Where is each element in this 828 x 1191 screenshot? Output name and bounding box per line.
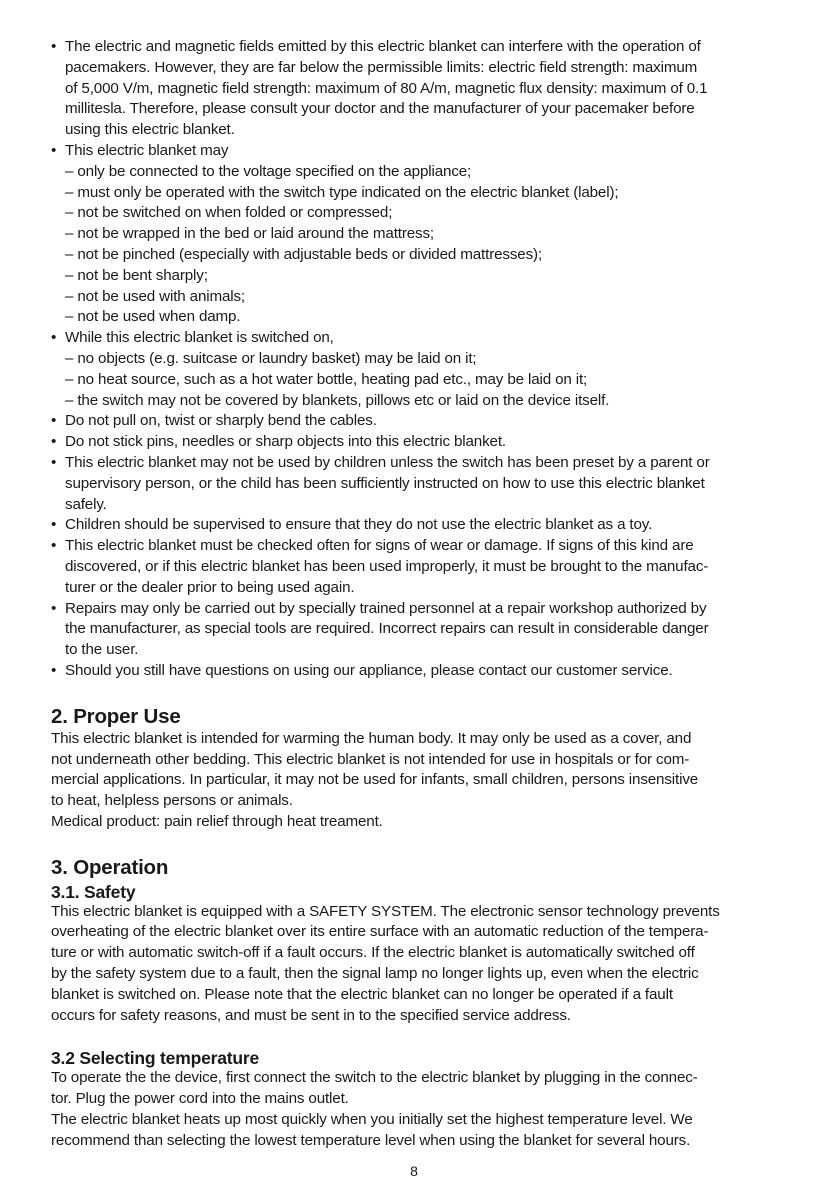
sub-item: – not be switched on when folded or compressed;: [65, 204, 393, 222]
text-line: • While this electric blanket is switched on,: [65, 329, 334, 347]
text-line: millitesla. Therefore, please consult your doctor and the manufacturer of your pacemaker before: [65, 100, 695, 118]
sub-item: – must only be operated with the switch type indicated on the electric blanket (label);: [65, 183, 619, 201]
text-line: recommend than selecting the lowest temperature level when using the blanket for several hours.: [51, 1131, 691, 1149]
text-line: pacemakers. However, they are far below the permissible limits: electric field strength: maximum: [65, 58, 698, 76]
text-line: using this electric blanket.: [65, 121, 235, 139]
section-heading: 3. Operation: [51, 855, 169, 879]
subsection-heading: 3.2 Selecting temperature: [51, 1048, 259, 1069]
subsection-heading: 3.1. Safety: [51, 881, 136, 902]
bullet-customer-service: [51, 661, 781, 682]
text-line: discovered, or if this electric blanket has been used improperly, it must be brought to the manufac-: [65, 557, 709, 575]
text-line: by the safety system due to a fault, then the signal lamp no longer lights up, even when the electric: [51, 965, 699, 983]
text-line: • This electric blanket may: [65, 141, 229, 159]
sub-item: – no heat source, such as a hot water bottle, heating pad etc., may be laid on it;: [65, 370, 588, 388]
sub-item: – not be used with animals;: [65, 287, 245, 305]
bullet-pins: [51, 432, 781, 453]
text-line: mercial applications. In particular, it may not be used for infants, small children, persons insensitive: [51, 771, 699, 789]
text-line: • Do not pull on, twist or sharply bend the cables.: [65, 412, 377, 430]
bullet-blanket-may: [51, 141, 781, 328]
proper-use-text: [51, 729, 781, 833]
temperature-text: [51, 1068, 781, 1151]
bullet-children-use: [51, 453, 781, 515]
section-heading: 2. Proper Use: [51, 704, 181, 728]
text-line: This electric blanket is equipped with a SAFETY SYSTEM. The electronic sensor technology prevents: [51, 902, 720, 920]
bullet-cables: [51, 411, 781, 432]
text-line: Medical product: pain relief through heat treament.: [51, 812, 383, 830]
text-line: safely.: [65, 495, 107, 513]
document-page: [51, 37, 781, 1152]
bullet-repairs: [51, 599, 781, 661]
text-line: • Do not stick pins, needles or sharp objects into this electric blanket.: [65, 433, 506, 451]
text-line: • The electric and magnetic fields emitted by this electric blanket can interfere with the operation of: [65, 38, 701, 55]
bullet-while-switched-on: [51, 328, 781, 411]
text-line: This electric blanket is intended for warming the human body. It may only be used as a cover, and: [51, 729, 692, 747]
text-line: the manufacturer, as special tools are required. Incorrect repairs can result in considerable danger: [65, 620, 709, 638]
sub-item: – not be bent sharply;: [65, 266, 208, 284]
sub-item: – only be connected to the voltage specified on the appliance;: [65, 162, 472, 180]
text-line: • This electric blanket must be checked often for signs of wear or damage. If signs of this kind are: [65, 537, 694, 555]
text-line: ture or with automatic switch-off if a fault occurs. If the electric blanket is automatically switched off: [51, 944, 695, 962]
sub-item: – not be wrapped in the bed or laid around the mattress;: [65, 225, 434, 243]
safety-text: [51, 902, 781, 1027]
text-line: • Should you still have questions on using our appliance, please contact our customer service.: [65, 661, 673, 679]
text-line: • Repairs may only be carried out by specially trained personnel at a repair workshop authorized by: [65, 599, 707, 617]
sub-item: – no objects (e.g. suitcase or laundry basket) may be laid on it;: [65, 349, 477, 367]
text-line: to heat, helpless persons or animals.: [51, 792, 293, 810]
text-line: blanket is switched on. Please note that the electric blanket can no longer be operated if a fault: [51, 985, 673, 1003]
text-line: not underneath other bedding. This electric blanket is not intended for use in hospitals or for com-: [51, 750, 690, 768]
text-line: supervisory person, or the child has been sufficiently instructed on how to use this electric blanket: [65, 474, 705, 492]
sub-item: – not be used when damp.: [65, 308, 241, 326]
text-line: • Children should be supervised to ensure that they do not use the electric blanket as a toy.: [65, 516, 653, 534]
operation-section: [51, 856, 781, 1152]
text-line: occurs for safety reasons, and must be sent in to the specified service address.: [51, 1006, 571, 1024]
sub-item: – not be pinched (especially with adjustable beds or divided mattresses);: [65, 245, 543, 263]
page-number: 8: [410, 1163, 418, 1179]
text-line: overheating of the electric blanket over its entire surface with an automatic reduction of the tempera-: [51, 923, 709, 941]
proper-use-section: [51, 705, 781, 833]
bullet-children-supervised: [51, 515, 781, 536]
text-line: To operate the the device, first connect the switch to the electric blanket by plugging in the connec-: [51, 1069, 698, 1087]
sub-item: – the switch may not be covered by blankets, pillows etc or laid on the device itself.: [65, 391, 610, 409]
bullet-wear-damage: [51, 536, 781, 598]
text-line: of 5,000 V/m, magnetic field strength: maximum of 80 A/m, magnetic flux density: maximum of 0.1: [65, 79, 708, 97]
text-line: to the user.: [65, 641, 139, 659]
text-line: • This electric blanket may not be used by children unless the switch has been preset by a parent or: [65, 453, 710, 471]
bullet-pacemakers: [51, 37, 781, 141]
safety-bullet-list: [51, 37, 781, 682]
text-line: tor. Plug the power cord into the mains outlet.: [51, 1090, 349, 1108]
text-line: turer or the dealer prior to being used again.: [65, 578, 355, 596]
text-line: The electric blanket heats up most quickly when you initially set the highest temperature level. We: [51, 1111, 693, 1129]
